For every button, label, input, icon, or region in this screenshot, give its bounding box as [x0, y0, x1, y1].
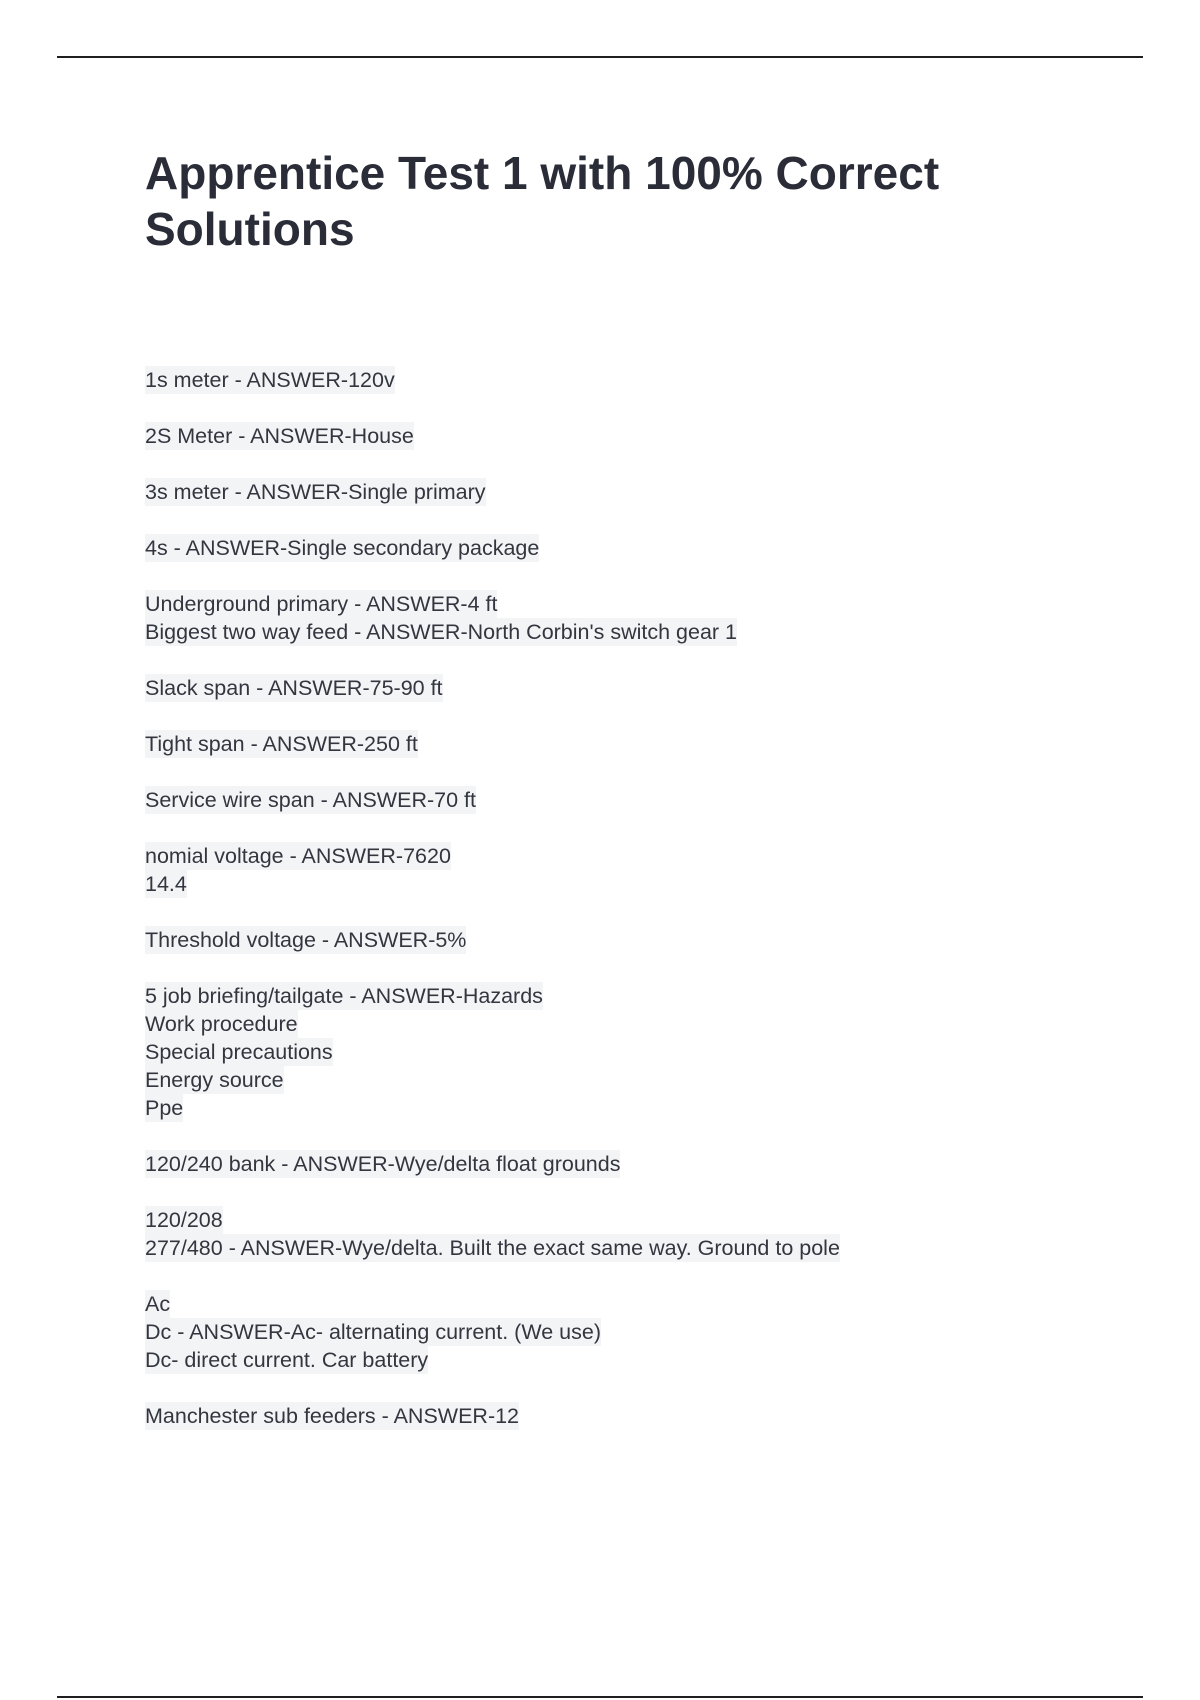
qa-line: Biggest two way feed - ANSWER-North Corbin's switch gear 1 [145, 620, 737, 644]
qa-line: Ac [145, 1292, 171, 1316]
qa-line: 2S Meter - ANSWER-House [145, 424, 414, 448]
qa-item [145, 730, 1145, 758]
qa-item [145, 366, 1145, 394]
qa-item [145, 422, 1145, 450]
qa-line: 5 job briefing/tailgate - ANSWER-Hazards [145, 984, 543, 1008]
qa-item [145, 590, 1145, 646]
qa-list [145, 366, 1145, 1458]
qa-line: Underground primary - ANSWER-4 ft [145, 592, 498, 616]
qa-line: Slack span - ANSWER-75-90 ft [145, 676, 443, 700]
qa-item [145, 1290, 1145, 1374]
qa-line: Work procedure [145, 1012, 298, 1036]
top-rule [57, 56, 1143, 58]
qa-item [145, 1402, 1145, 1430]
qa-line: Dc- direct current. Car battery [145, 1348, 429, 1372]
qa-line: nomial voltage - ANSWER-7620 [145, 844, 451, 868]
qa-line: Energy source [145, 1068, 284, 1092]
qa-line: 120/240 bank - ANSWER-Wye/delta float grounds [145, 1152, 621, 1176]
qa-line: 14.4 [145, 872, 187, 896]
qa-item [145, 1150, 1145, 1178]
qa-line: Special precautions [145, 1040, 333, 1064]
qa-line: 120/208 [145, 1208, 223, 1232]
qa-line: Ppe [145, 1096, 184, 1120]
qa-item [145, 982, 1145, 1122]
qa-item [145, 926, 1145, 954]
qa-item [145, 478, 1145, 506]
qa-item [145, 786, 1145, 814]
qa-line: 4s - ANSWER-Single secondary package [145, 536, 540, 560]
page-title: Apprentice Test 1 with 100% Correct Solutions [145, 147, 940, 255]
bottom-rule [57, 1696, 1143, 1698]
qa-item [145, 1206, 1145, 1262]
qa-line: 1s meter - ANSWER-120v [145, 368, 395, 392]
qa-line: Dc - ANSWER-Ac- alternating current. (We use) [145, 1320, 602, 1344]
qa-line: Manchester sub feeders - ANSWER-12 [145, 1404, 520, 1428]
qa-line: Tight span - ANSWER-250 ft [145, 732, 418, 756]
qa-line: Threshold voltage - ANSWER-5% [145, 928, 467, 952]
qa-item [145, 674, 1145, 702]
qa-item [145, 842, 1145, 898]
qa-item [145, 534, 1145, 562]
qa-line: 277/480 - ANSWER-Wye/delta. Built the exact same way. Ground to pole [145, 1236, 840, 1260]
qa-line: 3s meter - ANSWER-Single primary [145, 480, 486, 504]
qa-line: Service wire span - ANSWER-70 ft [145, 788, 476, 812]
